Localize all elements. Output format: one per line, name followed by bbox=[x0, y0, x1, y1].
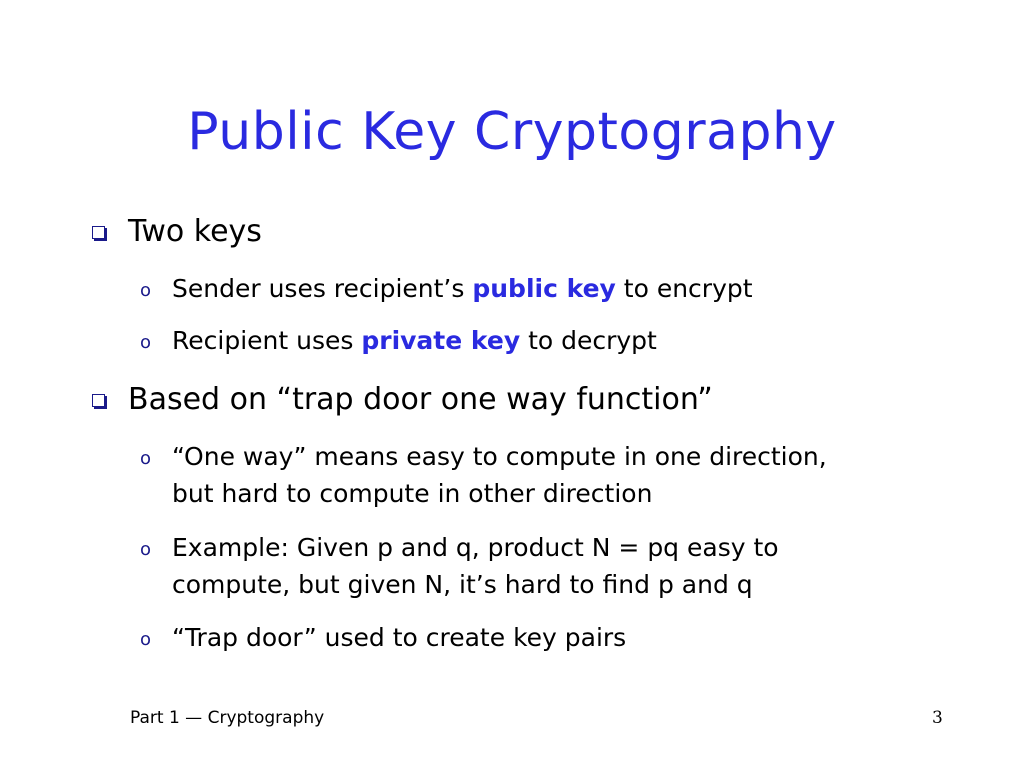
circle-bullet-icon: o bbox=[140, 539, 152, 560]
sub-bullet-text bbox=[172, 438, 827, 512]
bullet-text: Two keys bbox=[128, 214, 262, 249]
sub-bullet-text: “Trap door” used to create key pairs bbox=[172, 623, 627, 652]
circle-bullet-icon: o bbox=[140, 629, 152, 650]
square-bullet-icon bbox=[92, 226, 105, 239]
footer-section: Part 1 — Cryptography bbox=[130, 708, 325, 728]
circle-bullet-icon: o bbox=[140, 332, 152, 353]
sub-bullet-line1: Example: Given p and q, product N = pq easy to bbox=[172, 533, 779, 562]
emphasis-private-key: private key bbox=[361, 326, 521, 355]
sub-bullet-line1: “One way” means easy to compute in one direction, bbox=[172, 442, 827, 471]
sub-bullet-text bbox=[172, 322, 657, 359]
slide-title: Public Key Cryptography bbox=[187, 102, 837, 162]
sub-bullet-line2: compute, but given N, it’s hard to find p and q bbox=[172, 570, 753, 599]
circle-bullet-icon: o bbox=[140, 280, 152, 301]
sub-bullet-line2: but hard to compute in other direction bbox=[172, 479, 653, 508]
square-bullet-icon bbox=[92, 394, 105, 407]
sub-bullet-text bbox=[172, 270, 753, 307]
sub-bullet-pre: Recipient uses bbox=[172, 326, 362, 355]
sub-bullet-pre: Sender uses recipient’s bbox=[172, 274, 473, 303]
bullet-text: Based on “trap door one way function” bbox=[128, 382, 713, 417]
emphasis-public-key: public key bbox=[472, 274, 616, 303]
footer-page-number: 3 bbox=[932, 708, 943, 728]
sub-bullet-text bbox=[172, 529, 779, 603]
circle-bullet-icon: o bbox=[140, 448, 152, 469]
sub-bullet-post: to decrypt bbox=[520, 326, 657, 355]
sub-bullet-post: to encrypt bbox=[615, 274, 753, 303]
